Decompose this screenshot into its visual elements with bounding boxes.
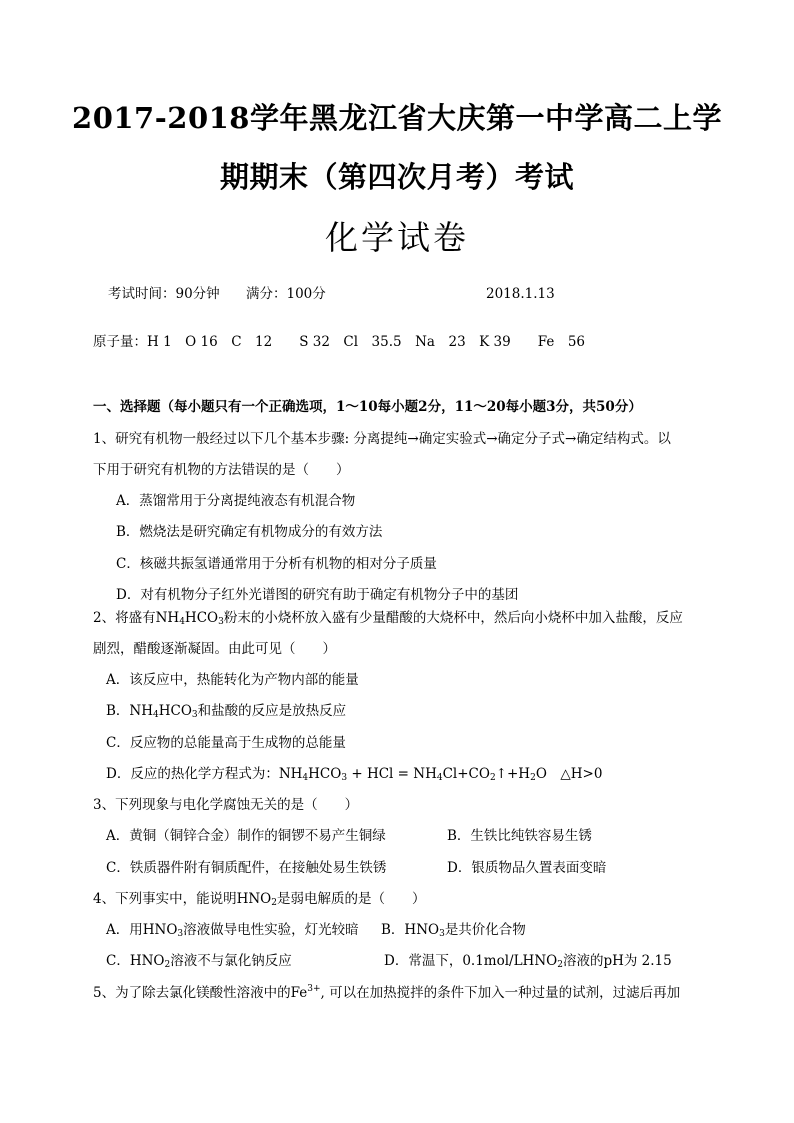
q4-stem: 4、下列事实中，能说明$HNO_2$是弱电解质的是（ ） — [93, 891, 426, 908]
q4-option-b: B．$HNO_3$是共价化合物 — [381, 922, 526, 939]
q2-option-c: C．反应物的总能量高于生成物的总能量 — [106, 735, 346, 751]
q1-option-c: C．核磁共振氢谱通常用于分析有机物的相对分子质量 — [116, 556, 437, 572]
exam-title-line2: 期期末（第四次月考）考试 — [219, 160, 574, 194]
exam-time: 考试时间：90分钟 — [108, 286, 220, 302]
q1-option-a: A．蒸馏常用于分离提纯液态有机混合物 — [116, 493, 356, 509]
q3-stem: 3、下列现象与电化学腐蚀无关的是（ ） — [93, 797, 359, 813]
exam-subtitle: 化学试卷 — [325, 218, 469, 257]
q1-option-d: D．对有机物分子红外光谱图的研究有助于确定有机物分子中的基团 — [116, 587, 519, 603]
q3-option-a: A．黄铜（铜锌合金）制作的铜锣不易产生铜绿 — [106, 828, 386, 844]
q3-option-c: C．铁质器件附有铜质配件，在接触处易生铁锈 — [106, 860, 387, 876]
q2-stem-line1: 2、将盛有$NH_4HCO_3$粉末的小烧杯放入盛有少量醋酸的大烧杯中，然后向小烧杯中加入盐酸，反应 — [93, 610, 683, 627]
q1-option-b: B．燃烧法是研究确定有机物成分的有效方法 — [116, 524, 383, 540]
q2-stem-line2: 剧烈，醋酸逐渐凝固。由此可见（ ） — [93, 641, 336, 657]
q2-option-d: D．反应的热化学方程式为：$NH_4HCO_3$ + HCl = $NH_4Cl+CO_2↑+H_2O$ △H>0 — [106, 766, 603, 783]
q1-stem-line1: 1、研究有机物一般经过以下几个基本步骤: 分离提纯→确定实验式→确定分子式→确定结构式。以 — [93, 431, 671, 447]
q2-option-a: A．该反应中，热能转化为产物内部的能量 — [106, 672, 359, 688]
q4-option-d: D．常温下，$0.1mol/LHNO_2$溶液的pH为 2.15 — [384, 953, 672, 970]
q5-stem: 5、为了除去氯化镁酸性溶液中的$Fe^{3+}$, 可以在加热搅拌的条件下加入一种过量的试剂，过滤后再加 — [93, 984, 681, 1001]
q3-option-b: B．生铁比纯铁容易生锈 — [447, 828, 592, 844]
section-heading: 一、选择题（每小题只有一个正确选项，1～10每小题2分，11～20每小题3分，共50分） — [93, 399, 642, 415]
q4-option-c: C．$HNO_2$溶液不与氯化钠反应 — [106, 953, 292, 970]
exam-info — [108, 285, 326, 303]
q1-stem-line2: 下用于研究有机物的方法错误的是（ ） — [93, 462, 350, 478]
exam-title-line1: 2017-2018学年黑龙江省大庆第一中学高二上学 — [72, 101, 722, 135]
exam-date: 2018.1.13 — [486, 286, 555, 302]
q4-option-a: A．用$HNO_3$溶液做导电性实验，灯光较暗 — [106, 922, 359, 939]
q3-option-d: D．银质物品久置表面变暗 — [447, 860, 607, 876]
atomic-masses: 原子量：H 1 O 16 C 12 S 32 Cl 35.5 Na 23 K 39 Fe 56 — [93, 334, 586, 350]
q2-option-b: B．$NH_4HCO_3$和盐酸的反应是放热反应 — [106, 703, 347, 720]
exam-score: 满分：100分 — [245, 286, 326, 302]
